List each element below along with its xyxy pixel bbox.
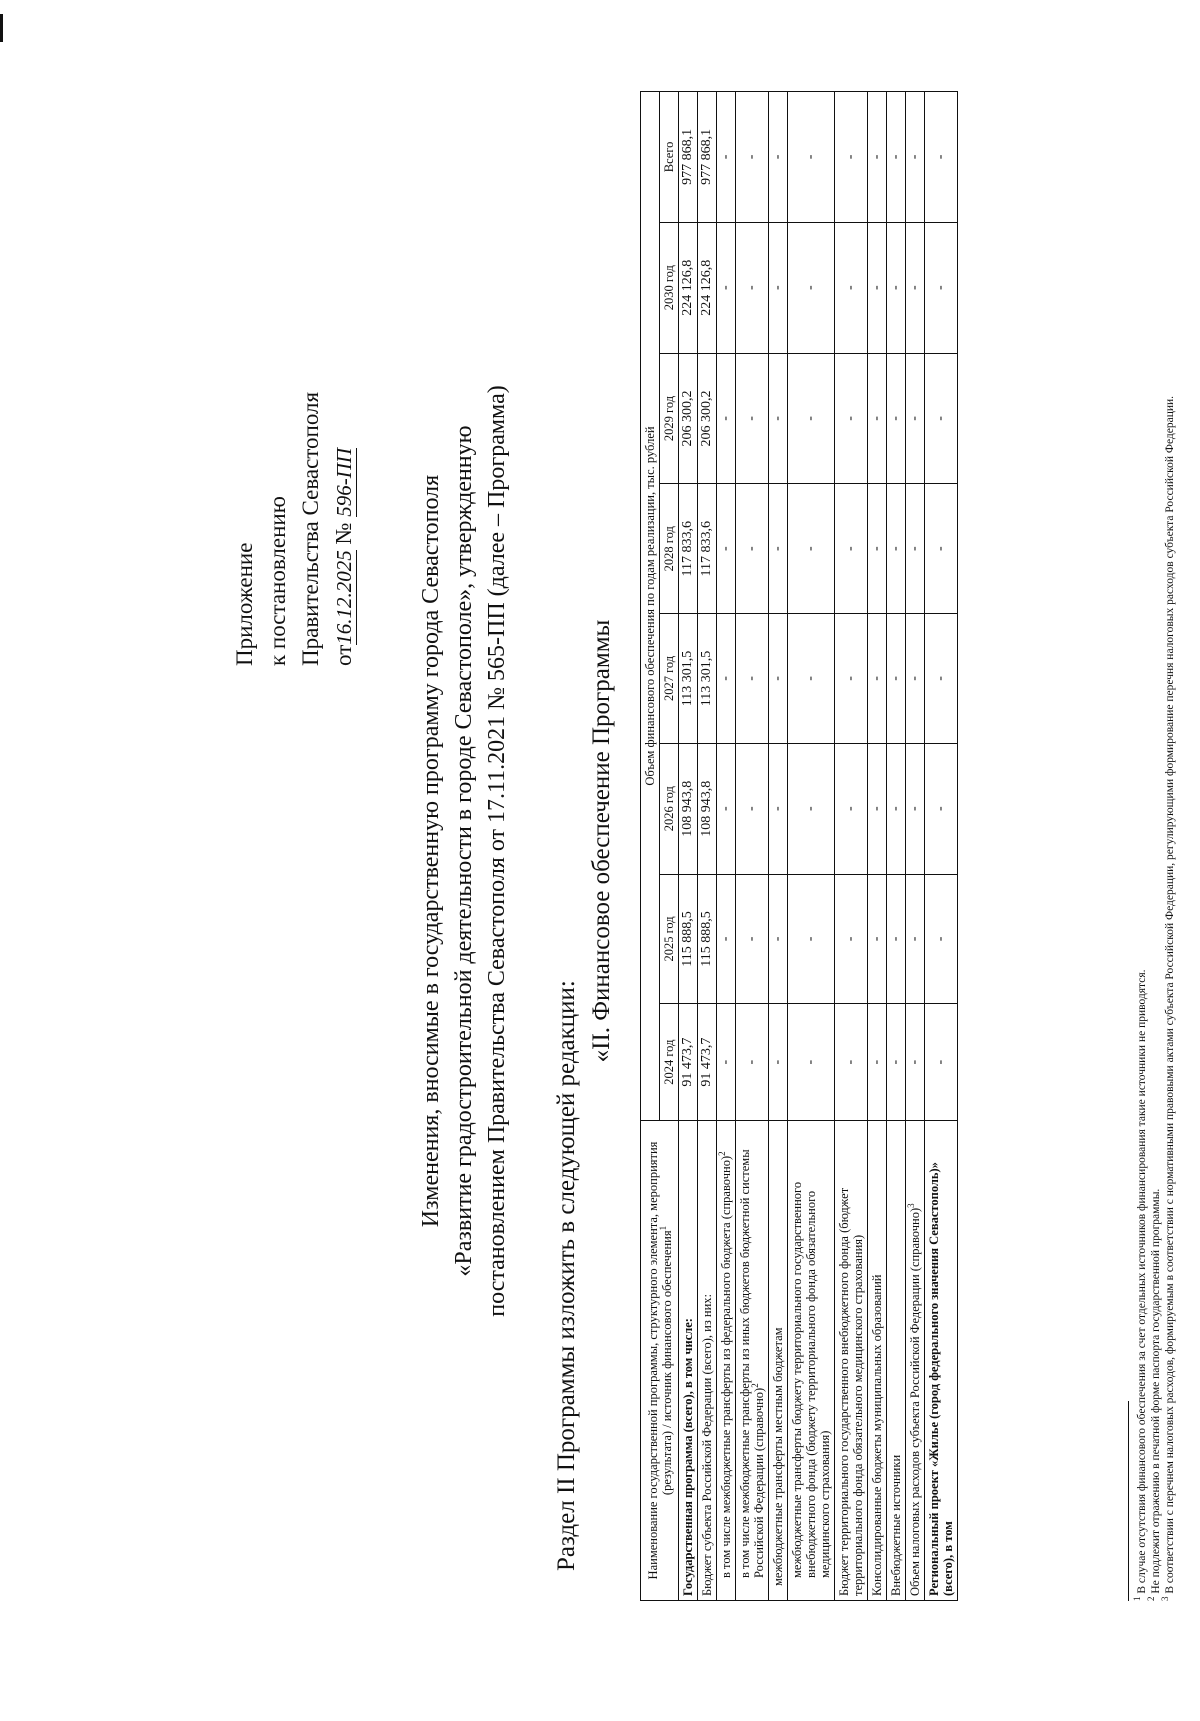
row-name: Бюджет субъекта Российской Федерации (всего), из них: (698, 1121, 717, 1601)
cell-value: - (887, 1004, 906, 1121)
cell-value: - (717, 874, 736, 1004)
table-row (698, 92, 717, 1601)
cell-value: - (788, 222, 835, 353)
row-name: в том числе межбюджетные трансферты из иных бюджетов бюджетной системы Российской Федерации (справочно)$^2$ (736, 1121, 769, 1601)
cell-value: - (736, 353, 769, 484)
cell-value: - (906, 874, 925, 1004)
volume-column-header: Объем финансового обеспечения по годам реализации, тыс. рублей (641, 92, 660, 1121)
cell-value: - (868, 92, 887, 223)
section-instruction: Раздел II Программы изложить в следующей редакции: (553, 980, 580, 1571)
cell-value: - (887, 484, 906, 614)
cell-value: - (906, 484, 925, 614)
year-header: 2024 год (660, 1004, 679, 1121)
cell-value: - (788, 874, 835, 1004)
footnote: $^2$ Не подлежит отражению в печатной форме паспорта государственной программы. (1146, 1188, 1162, 1601)
cell-value: - (925, 874, 958, 1004)
row-name: межбюджетные трансферты местным бюджетам (769, 1121, 788, 1601)
cell-value: 224 126,8 (679, 222, 698, 353)
number-prefix: № (331, 522, 356, 545)
handwritten-date: 16.12.2025 (332, 550, 356, 645)
cell-value: - (769, 484, 788, 614)
cell-value: - (788, 743, 835, 874)
cell-value: - (736, 874, 769, 1004)
table-row (736, 92, 769, 1601)
cell-value: - (925, 484, 958, 614)
cell-value: - (925, 1004, 958, 1121)
document-header (228, 106, 361, 666)
cell-value: - (835, 1004, 868, 1121)
footnotes (1132, 101, 1178, 1601)
table-row (868, 92, 887, 1601)
appendix-label: Приложение (232, 542, 257, 666)
total-header: Всего (660, 92, 679, 223)
cell-value: 108 943,8 (698, 743, 717, 874)
cell-value: 91 473,7 (698, 1004, 717, 1121)
cell-value: - (788, 1004, 835, 1121)
cell-value: - (868, 484, 887, 614)
cell-value: - (835, 874, 868, 1004)
cell-value: - (835, 92, 868, 223)
year-header: 2025 год (660, 874, 679, 1004)
table-row (717, 92, 736, 1601)
cell-value: - (868, 743, 887, 874)
cell-value: 977 868,1 (679, 92, 698, 223)
cell-value: 113 301,5 (679, 614, 698, 744)
cell-value: - (868, 353, 887, 484)
cell-value: - (887, 353, 906, 484)
cell-value: - (717, 1004, 736, 1121)
row-name: Консолидированные бюджеты муниципальных образований (868, 1121, 887, 1601)
cell-value: 108 943,8 (679, 743, 698, 874)
cell-value: 117 833,6 (698, 484, 717, 614)
table-row (788, 92, 835, 1601)
cell-value: - (906, 222, 925, 353)
cell-value: - (736, 222, 769, 353)
cell-value: - (887, 222, 906, 353)
cell-value: 206 300,2 (698, 353, 717, 484)
cell-value: - (736, 614, 769, 744)
footnote: $^3$ В соответствии с перечнем налоговых расходов, формируемым в соответствии с нормативными правовыми актами субъекта Российской Федерации, регулирующими формирование перечня налоговых расходов субъекта Российской Федерации. (1160, 395, 1176, 1601)
cell-value: - (717, 353, 736, 484)
year-header: 2030 год (660, 222, 679, 353)
cell-value: - (835, 614, 868, 744)
cell-value: - (906, 353, 925, 484)
cell-value: - (835, 484, 868, 614)
cell-value: - (835, 222, 868, 353)
cell-value: - (769, 92, 788, 223)
cell-value: - (788, 353, 835, 484)
cell-value: - (736, 92, 769, 223)
cell-value: - (736, 743, 769, 874)
cell-value: 224 126,8 (698, 222, 717, 353)
cell-value: - (736, 1004, 769, 1121)
cell-value: - (769, 1004, 788, 1121)
title-line-3: постановлением Правительства Севастополя от 17.11.2021 № 565-ПП (далее – Программа) (484, 385, 510, 1317)
cell-value: - (906, 1004, 925, 1121)
table-row (679, 92, 698, 1601)
cell-value: - (717, 222, 736, 353)
row-name: в том числе межбюджетные трансферты из федерального бюджета (справочно)$^2$ (717, 1121, 736, 1601)
cell-value: - (925, 614, 958, 744)
government-label: Правительства Севастополя (298, 391, 323, 666)
title-line-1: Изменения, вносимые в государственную программу города Севастополя (418, 474, 444, 1228)
footnote-divider (1128, 1401, 1129, 1601)
cell-value: - (925, 743, 958, 874)
resolution-label: к постановлению (265, 496, 290, 666)
cell-value: - (835, 743, 868, 874)
cell-value: - (788, 484, 835, 614)
cell-value: - (887, 614, 906, 744)
cell-value: - (769, 874, 788, 1004)
cell-value: - (717, 614, 736, 744)
cell-value: - (788, 92, 835, 223)
year-header: 2029 год (660, 353, 679, 484)
cell-value: 117 833,6 (679, 484, 698, 614)
row-name: Объем налоговых расходов субъекта Российской Федерации (справочно)$^3$ (906, 1121, 925, 1601)
cell-value: - (925, 92, 958, 223)
row-name: Региональный проект «Жилье (город федерального значения Севастополь)» (всего), в том (925, 1121, 958, 1601)
cell-value: - (906, 743, 925, 874)
cell-value: - (769, 614, 788, 744)
cell-value: - (769, 743, 788, 874)
row-name: Бюджет территориального государственного внебюджетного фонда (бюджет территориального фонда обязательного медицинского страхования) (835, 1121, 868, 1601)
cell-value: - (868, 614, 887, 744)
cell-value: - (868, 222, 887, 353)
handwritten-number: 596-ПП (332, 447, 356, 517)
name-column-header: Наименование государственной программы, структурного элемента, мероприятия (результата) / источник финансового обеспечения$^1$ (641, 1121, 679, 1601)
table-header-row (641, 92, 660, 1601)
title-line-2: «Развитие градостроительной деятельности в городе Севастополе», утвержденную (451, 425, 477, 1277)
section-title: «II. Финансовое обеспечение Программы (588, 619, 615, 1063)
cell-value: - (769, 222, 788, 353)
cell-value: - (887, 92, 906, 223)
cell-value: - (906, 614, 925, 744)
cell-value: - (736, 484, 769, 614)
cell-value: - (717, 743, 736, 874)
table-row (887, 92, 906, 1601)
year-header: 2027 год (660, 614, 679, 744)
cell-value: - (868, 1004, 887, 1121)
cell-value: - (769, 353, 788, 484)
document-title (415, 181, 514, 1521)
cell-value: - (887, 874, 906, 1004)
cell-value: 206 300,2 (679, 353, 698, 484)
cell-value: - (835, 353, 868, 484)
row-name: Государственная программа (всего), в том числе: (679, 1121, 698, 1601)
date-number-line (327, 106, 361, 666)
cell-value: - (906, 92, 925, 223)
table-row (769, 92, 788, 1601)
cell-value: 115 888,5 (698, 874, 717, 1004)
cell-value: - (925, 353, 958, 484)
cell-value: - (887, 743, 906, 874)
row-name: Внебюджетные источники (887, 1121, 906, 1601)
financing-table (640, 91, 958, 1601)
date-prefix: от (331, 644, 356, 666)
cell-value: 91 473,7 (679, 1004, 698, 1121)
cell-value: 977 868,1 (698, 92, 717, 223)
cell-value: 115 888,5 (679, 874, 698, 1004)
cell-value: 113 301,5 (698, 614, 717, 744)
cell-value: - (717, 484, 736, 614)
table-row (906, 92, 925, 1601)
table-row (925, 92, 958, 1601)
row-name: межбюджетные трансферты бюджету территориального государственного внебюджетного фонда (бюджету территориального фонда обязательного медицинского страхования) (788, 1121, 835, 1601)
cell-value: - (788, 614, 835, 744)
cell-value: - (868, 874, 887, 1004)
year-header: 2028 год (660, 484, 679, 614)
cell-value: - (717, 92, 736, 223)
footnote: $^1$ В случае отсутствия финансового обеспечения за счет отдельных источников финансирования такие источники не приводятся. (1132, 969, 1148, 1601)
year-header: 2026 год (660, 743, 679, 874)
cell-value: - (925, 222, 958, 353)
table-row (835, 92, 868, 1601)
